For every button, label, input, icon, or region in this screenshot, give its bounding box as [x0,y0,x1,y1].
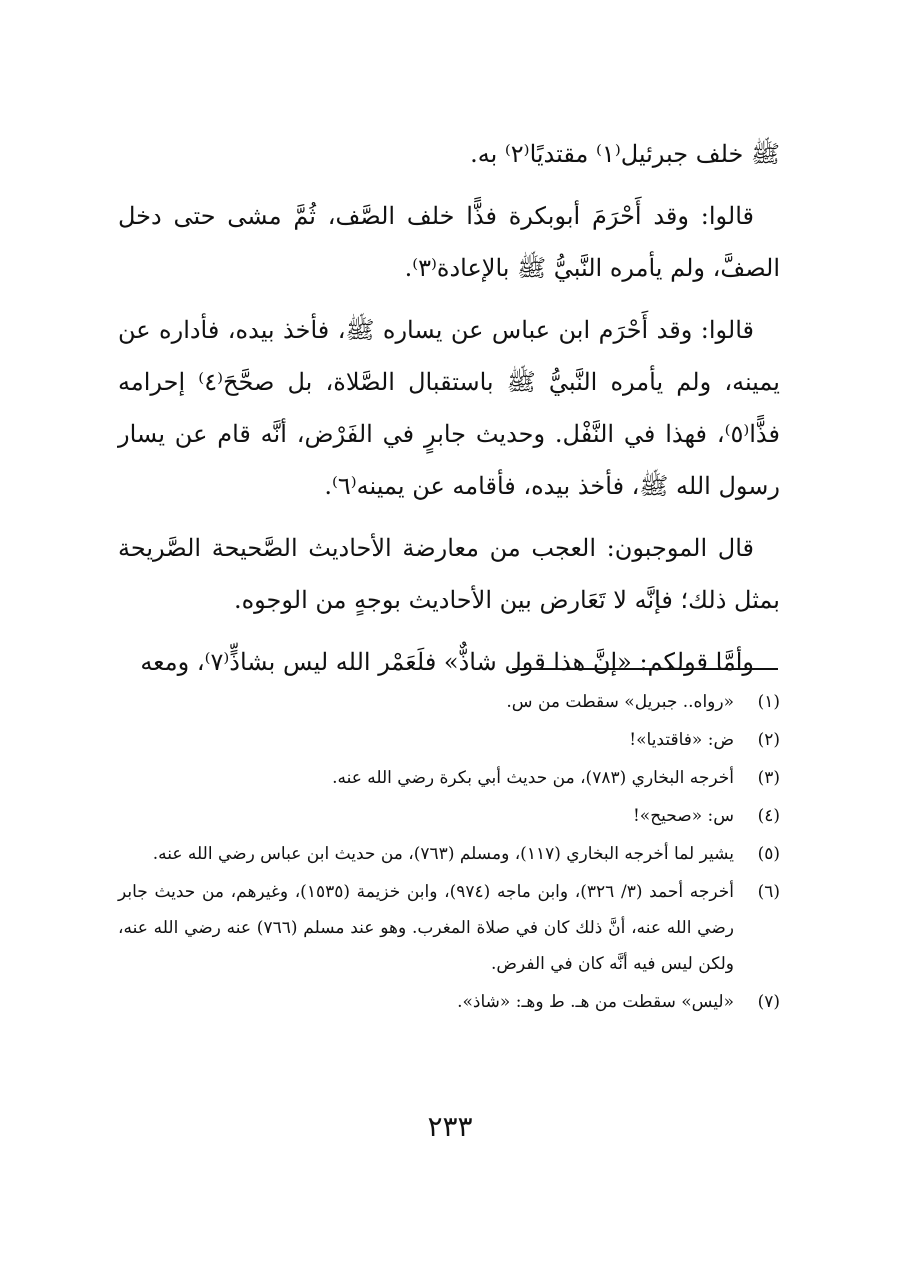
footnote-text: «ليس» سقطت من هـ. ط وهـ: «شاذ». [457,992,734,1012]
footnote-text: يشير لما أخرجه البخاري (١١٧)، ومسلم (٧٦٣)، من حديث ابن عباس رضي الله عنه. [152,844,734,864]
footnote-7 [118,984,780,1020]
paragraph-1: ﷺ خلف جبرئيل⁽١⁾ مقتديًا⁽٢⁾ به. [470,140,780,168]
footnote-number: (٢) [757,730,780,750]
footnote-text: «رواه.. جبريل» سقطت من س. [506,692,734,712]
footnote-number: (٥) [757,844,780,864]
footnote-divider [512,668,778,670]
footnote-6 [118,874,780,982]
paragraph-2: قالوا: وقد أَحْرَمَ أبوبكرة فذًّا خلف الصَّف، ثُمَّ مشى حتى دخل الصفَّ، ولم يأمره النَّبيُّ ﷺ بالإعادة⁽٣⁾. [118,202,780,282]
footnote-3 [118,760,780,796]
paragraph-3: قالوا: وقد أَحْرَم ابن عباس عن يساره ﷺ، فأخذ بيده، فأداره عن يمينه، ولم يأمره النَّبيُّ ﷺ باستقبال الصَّلاة، بل صحَّحَ⁽٤⁾ إحرامه فذًّا⁽٥⁾، فهذا في النَّفْل. وحديث جابرٍ في الفَرْض، أنَّه قام عن يسار رسول الله ﷺ، فأخذ بيده، فأقامه عن يمينه⁽٦⁾. [118,316,780,500]
footnote-number: (٦) [757,882,780,902]
footnote-2 [118,722,780,758]
paragraph-5: وأمَّا قولكم: «إنَّ هذا قول شاذٌّ» فلَعَمْر الله ليس بشاذٍّ⁽٧⁾، ومعه [140,648,754,676]
page-number: ٢٣٣ [427,1110,473,1143]
footnotes [118,684,780,1022]
footnote-text: ض: «فاقتديا»! [629,730,734,750]
footnote-number: (٣) [757,768,780,788]
footnote-1 [118,684,780,720]
paragraph-4: قال الموجبون: العجب من معارضة الأحاديث الصَّحيحة الصَّريحة بمثل ذلك؛ فإنَّه لا تَعَارض بين الأحاديث بوجهٍ من الوجوه. [118,534,780,614]
footnote-4 [118,798,780,834]
footnote-text: أخرجه البخاري (٧٨٣)، من حديث أبي بكرة رضي الله عنه. [332,768,734,788]
footnote-number: (١) [757,692,780,712]
footnote-text: س: «صحيح»! [632,806,734,826]
main-text [118,128,780,698]
footnote-5 [118,836,780,872]
footnote-number: (٧) [757,992,780,1012]
footnote-number: (٤) [757,806,780,826]
footnote-text: أخرجه أحمد (٣/ ٣٢٦)، وابن ماجه (٩٧٤)، وابن خزيمة (١٥٣٥)، وغيرهم، من حديث جابر رضي الله عنه، أنَّ ذلك كان في صلاة المغرب. وهو عند مسلم (٧٦٦) عنه رضي الله عنه، ولكن ليس فيه أنَّه كان في الفرض. [118,882,734,974]
